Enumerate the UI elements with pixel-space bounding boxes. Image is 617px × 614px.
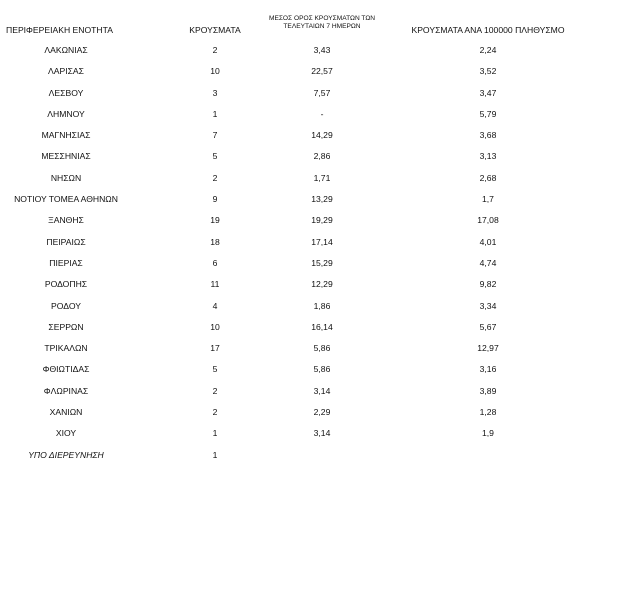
cases-cell: 5 xyxy=(212,151,218,162)
per100k-cell: 3,16 xyxy=(479,364,497,375)
region-cell: ΡΟΔΟΠΗΣ xyxy=(44,279,88,290)
region-cell: ΦΘΙΩΤΙΔΑΣ xyxy=(42,364,90,375)
table-body xyxy=(0,40,617,466)
table-row xyxy=(0,104,617,125)
avg7-cell: 19,29 xyxy=(311,215,333,226)
avg7-cell: 3,14 xyxy=(313,385,331,396)
header-cases: ΚΡΟΥΣΜΑΤΑ xyxy=(189,25,241,35)
table-row xyxy=(0,40,617,61)
avg7-cell: 3,43 xyxy=(313,45,331,55)
per100k-cell: 2,68 xyxy=(479,172,497,183)
per100k-cell: 5,67 xyxy=(479,321,497,332)
avg7-cell: 2,86 xyxy=(313,151,331,162)
avg7-cell: 17,14 xyxy=(311,236,333,247)
cases-cell: 7 xyxy=(212,130,218,141)
table-row xyxy=(0,296,617,317)
per100k-cell: 3,47 xyxy=(479,87,497,98)
per100k-cell: 1,28 xyxy=(479,407,497,418)
cases-cell: 6 xyxy=(212,257,218,268)
region-cell: ΝΗΣΩΝ xyxy=(50,172,82,183)
cases-cell: 2 xyxy=(212,172,218,183)
per100k-cell: 3,68 xyxy=(479,130,497,141)
per100k-cell: 5,79 xyxy=(479,108,497,119)
per100k-cell: 3,52 xyxy=(479,66,497,77)
table-row xyxy=(0,274,617,295)
per100k-cell: 3,89 xyxy=(479,385,497,396)
region-cell: ΜΕΣΣΗΝΙΑΣ xyxy=(41,151,91,162)
per100k-cell: 4,01 xyxy=(479,236,497,247)
per100k-cell: 12,97 xyxy=(477,343,499,354)
region-cell: ΥΠΟ ΔΙΕΡΕΥΝΗΣΗ xyxy=(28,449,104,460)
cases-cell: 5 xyxy=(212,364,218,375)
region-cell: ΡΟΔΟΥ xyxy=(51,300,81,311)
table-row xyxy=(0,445,617,466)
per100k-cell: 17,08 xyxy=(477,215,499,226)
table-row xyxy=(0,253,617,274)
table-row xyxy=(0,210,617,231)
per100k-cell: 4,74 xyxy=(479,257,497,268)
avg7-cell: 5,86 xyxy=(313,364,331,375)
cases-cell: 2 xyxy=(212,385,218,396)
region-cell: ΠΙΕΡΙΑΣ xyxy=(49,257,83,268)
table-row xyxy=(0,359,617,380)
cases-cell: 17 xyxy=(210,343,220,354)
avg7-cell: 15,29 xyxy=(311,257,333,268)
region-cell: ΝΟΤΙΟΥ ΤΟΜΕΑ ΑΘΗΝΩΝ xyxy=(14,194,118,205)
avg7-cell: 3,14 xyxy=(313,428,331,439)
avg7-cell: 1,71 xyxy=(313,172,331,183)
cases-cell: 2 xyxy=(212,45,218,55)
per100k-cell: 1,7 xyxy=(482,194,494,205)
table-row xyxy=(0,338,617,359)
cases-cell: 1 xyxy=(212,449,218,460)
table-row xyxy=(0,402,617,423)
region-cell: ΦΛΩΡΙΝΑΣ xyxy=(43,385,89,396)
table-row xyxy=(0,146,617,167)
avg7-cell: 5,86 xyxy=(313,343,331,354)
table-row xyxy=(0,83,617,104)
cases-cell: 4 xyxy=(212,300,218,311)
cases-cell: 10 xyxy=(210,321,220,332)
region-cell: ΛΑΚΩΝΙΑΣ xyxy=(44,45,88,55)
avg7-cell: 22,57 xyxy=(311,66,333,77)
region-cell: ΜΑΓΝΗΣΙΑΣ xyxy=(41,130,91,141)
avg7-cell: 14,29 xyxy=(311,130,333,141)
cases-cell: 3 xyxy=(212,87,218,98)
cases-cell: 11 xyxy=(210,279,220,290)
per100k-cell: 1,9 xyxy=(482,428,494,439)
table-row xyxy=(0,423,617,444)
region-cell: ΞΑΝΘΗΣ xyxy=(48,215,84,226)
region-cell: ΛΗΜΝΟΥ xyxy=(47,108,85,119)
table-header xyxy=(0,14,617,38)
region-cell: ΠΕΙΡΑΙΩΣ xyxy=(46,236,86,247)
region-cell: ΧΑΝΙΩΝ xyxy=(49,407,83,418)
per100k-cell: 2,24 xyxy=(479,45,497,55)
table-row xyxy=(0,61,617,82)
per100k-cell: 3,13 xyxy=(479,151,497,162)
table-row xyxy=(0,125,617,146)
region-cell: ΣΕΡΡΩΝ xyxy=(48,321,84,332)
region-cell: ΧΙΟΥ xyxy=(55,428,77,439)
region-cell: ΛΑΡΙΣΑΣ xyxy=(48,66,84,77)
avg7-cell: 7,57 xyxy=(313,87,331,98)
cases-cell: 19 xyxy=(210,215,220,226)
avg7-cell: 12,29 xyxy=(311,279,333,290)
cases-cell: 2 xyxy=(212,407,218,418)
cases-cell: 1 xyxy=(212,108,218,119)
header-7day-average-line2: ΤΕΛΕΥΤΑΙΩΝ 7 ΗΜΕΡΩΝ xyxy=(283,23,361,30)
table-row xyxy=(0,381,617,402)
header-cases-per-100k: ΚΡΟΥΣΜΑΤΑ ΑΝΑ 100000 ΠΛΗΘΥΣΜΟ xyxy=(411,25,565,35)
region-cell: ΤΡΙΚΑΛΩΝ xyxy=(44,343,88,354)
cases-cell: 10 xyxy=(210,66,220,77)
table-row xyxy=(0,168,617,189)
region-cell: ΛΕΣΒΟΥ xyxy=(48,87,84,98)
cases-cell: 18 xyxy=(210,236,220,247)
header-7day-average-line1: ΜΕΣΟΣ ΟΡΟΣ ΚΡΟΥΣΜΑΤΩΝ ΤΩΝ xyxy=(268,15,376,22)
table-row xyxy=(0,317,617,338)
avg7-cell: - xyxy=(320,108,324,119)
header-region: ΠΕΡΙΦΕΡΕΙΑΚΗ ΕΝΟΤΗΤΑ xyxy=(6,25,113,35)
cases-cell: 9 xyxy=(212,194,218,205)
table-row xyxy=(0,232,617,253)
cases-cell: 1 xyxy=(212,428,218,439)
avg7-cell: 16,14 xyxy=(311,321,333,332)
per100k-cell: 9,82 xyxy=(479,279,497,290)
avg7-cell: 13,29 xyxy=(311,194,333,205)
avg7-cell: 1,86 xyxy=(313,300,331,311)
per100k-cell: 3,34 xyxy=(479,300,497,311)
table-row xyxy=(0,189,617,210)
avg7-cell: 2,29 xyxy=(313,407,331,418)
header-7day-average xyxy=(258,15,386,31)
